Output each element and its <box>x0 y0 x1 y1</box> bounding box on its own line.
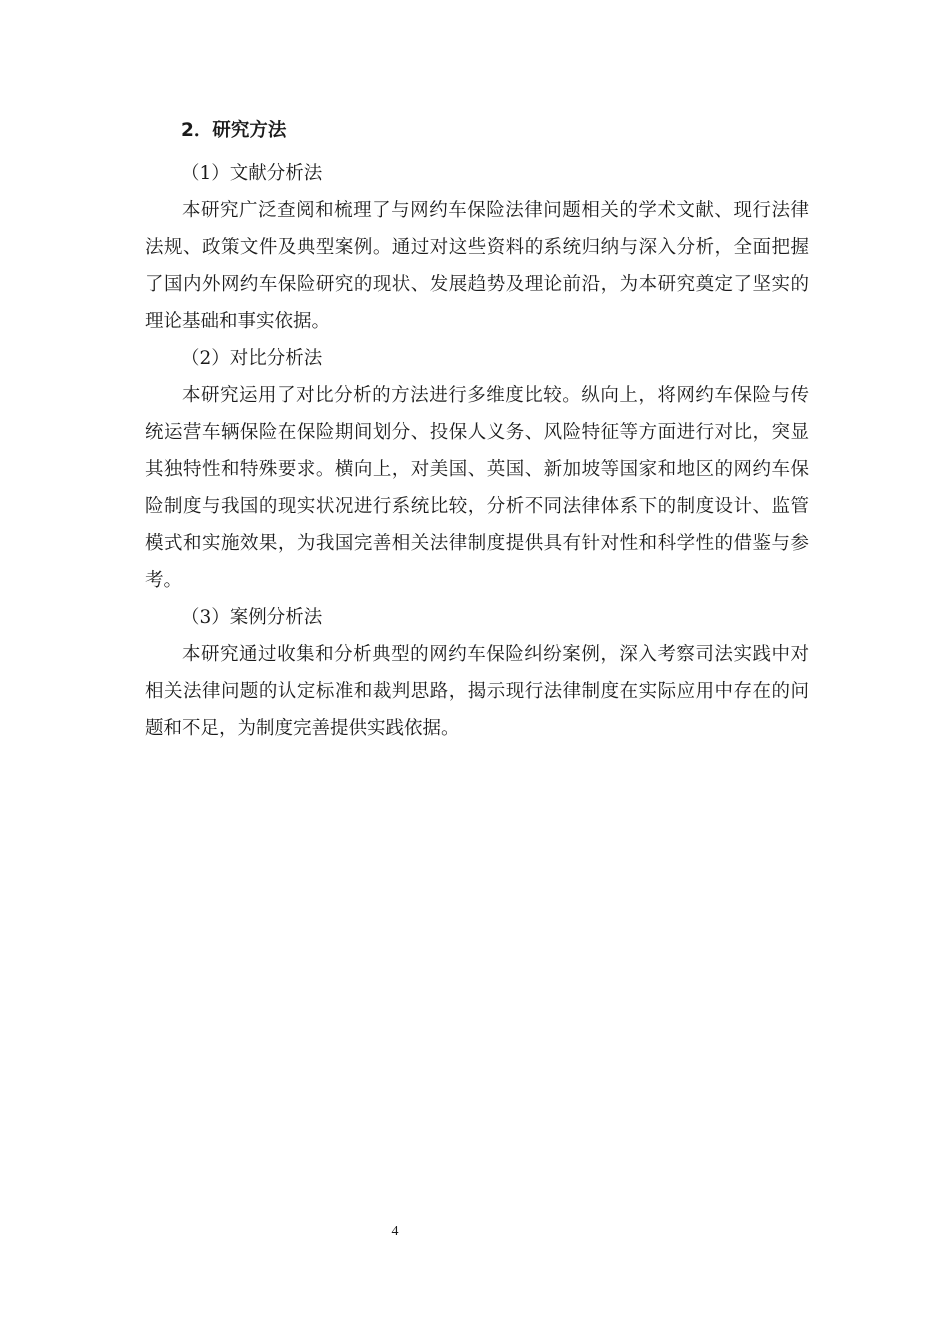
subsection-title-literature: （1）文献分析法 <box>181 163 323 184</box>
paragraph-case: 本研究通过收集和分析典型的网约车保险纠纷案例，深入考察司法实践中对相关法律问题的认定标准和裁判思路，揭示现行法律制度在实际应用中存在的问题和不足，为制度完善提供实践依据。 <box>145 644 809 739</box>
page-number: 4 <box>391 1224 399 1239</box>
paragraph-literature: 本研究广泛查阅和梳理了与网约车保险法律问题相关的学术文献、现行法律法规、政策文件及典型案例。通过对这些资料的系统归纳与深入分析，全面把握了国内外网约车保险研究的现状、发展趋势及理论前沿，为本研究奠定了坚实的理论基础和事实依据。 <box>145 200 809 332</box>
subsection-title-comparative: （2）对比分析法 <box>181 348 323 369</box>
page-content <box>145 112 809 747</box>
subsection-title-case: （3）案例分析法 <box>181 607 323 628</box>
section-heading: 2．研究方法 <box>181 120 287 141</box>
paragraph-comparative: 本研究运用了对比分析的方法进行多维度比较。纵向上，将网约车保险与传统运营车辆保险在保险期间划分、投保人义务、风险特征等方面进行对比，突显其独特性和特殊要求。横向上，对美国、英国、新加坡等国家和地区的网约车保险制度与我国的现实状况进行系统比较，分析不同法律体系下的制度设计、监管模式和实施效果，为我国完善相关法律制度提供具有针对性和科学性的借鉴与参考。 <box>145 385 809 591</box>
